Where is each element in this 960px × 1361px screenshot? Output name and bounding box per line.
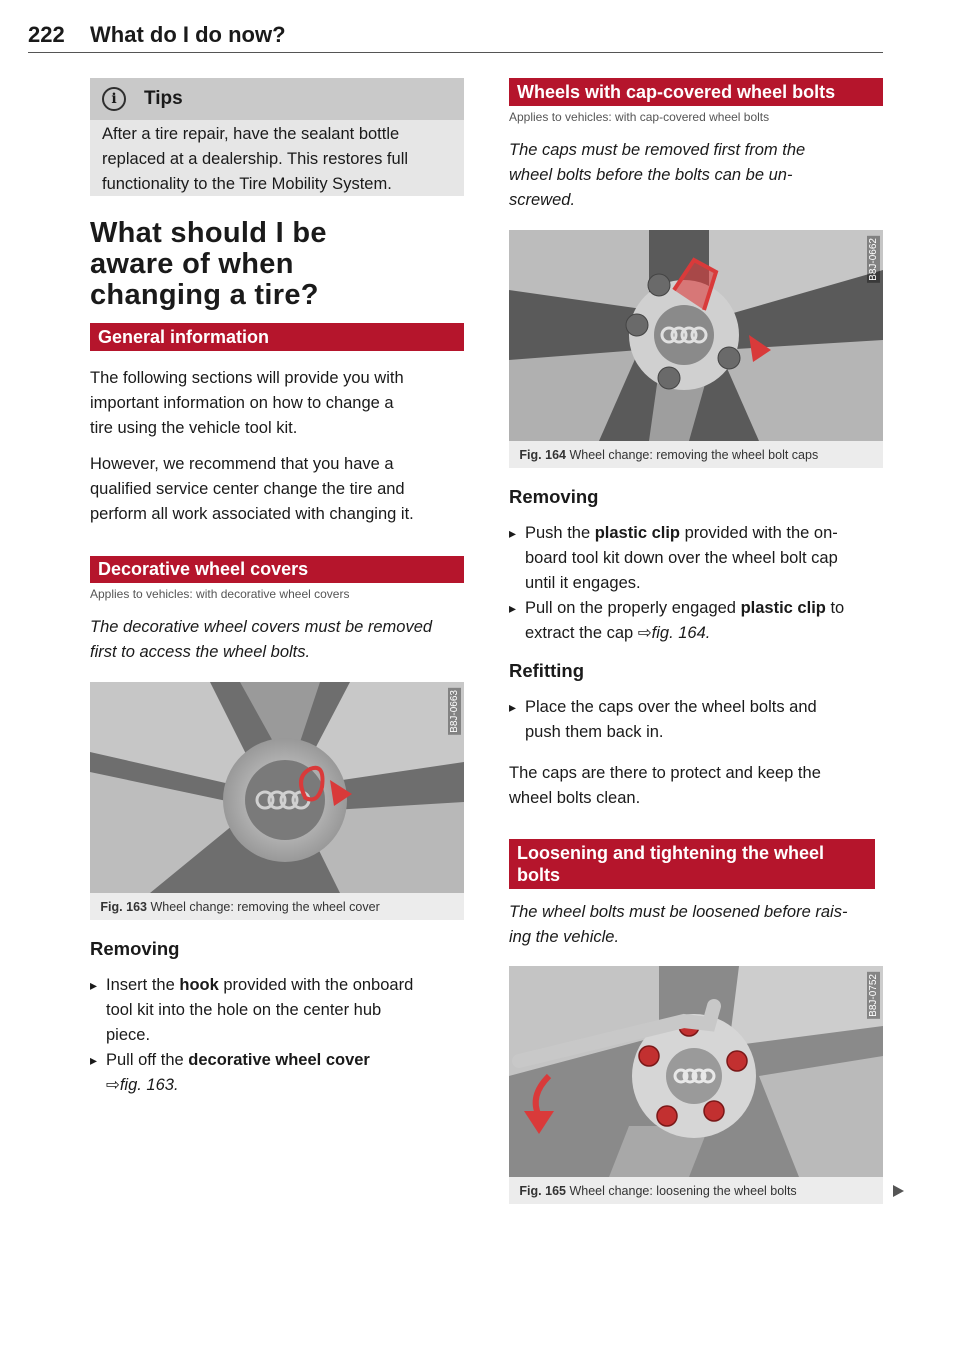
step-text: Insert the [106, 976, 180, 994]
general-info-heading: General information [90, 323, 464, 351]
heading-line: aware of when [90, 248, 294, 280]
figure-code: B8J-0752 [868, 974, 879, 1017]
figure-label: Fig. 165 [519, 1184, 566, 1198]
figure-label: Fig. 163 [100, 900, 147, 914]
figure-reference-link[interactable]: ⇨fig. 164. [637, 624, 711, 642]
heading-line: changing a tire? [90, 279, 319, 311]
tips-header [90, 78, 464, 120]
page-header [28, 22, 883, 53]
step-item [509, 596, 889, 646]
figure-caption-text: Wheel change: loosening the wheel bolts [569, 1184, 797, 1198]
caps-intro [509, 138, 889, 213]
tips-text [90, 120, 464, 197]
tips-box [90, 78, 464, 196]
step-text: to [825, 599, 845, 617]
text-line: However, we recommend that you have a [90, 455, 394, 473]
text-line: important information on how to change a [90, 394, 394, 412]
figure-164-image [509, 230, 883, 441]
step-item [90, 973, 470, 1048]
heading-line: Loosening and tightening the wheel [517, 843, 824, 863]
step-text: piece. [106, 1026, 151, 1044]
main-heading [90, 218, 470, 311]
figure-code: B8J-0663 [449, 690, 460, 733]
caps-removing-steps [509, 521, 889, 646]
caps-removing-heading: Removing [509, 486, 599, 507]
tips-line: functionality to the Tire Mobility System. [102, 175, 392, 193]
covers-heading: Decorative wheel covers [90, 556, 464, 583]
section-title: What do I do now? [90, 22, 286, 47]
step-text: Push the [525, 524, 595, 542]
step-text: board tool kit down over the wheel bolt cap [525, 549, 838, 567]
step-text: Place the caps over the wheel bolts and [525, 698, 817, 716]
page-number: 222 [28, 22, 65, 47]
continue-arrow-icon [893, 1185, 904, 1197]
caps-refitting-heading: Refitting [509, 660, 585, 681]
step-text: push them back in. [525, 723, 664, 741]
step-text: Pull off the [106, 1051, 189, 1069]
step-term: plastic clip [594, 524, 680, 542]
figure-163-image [90, 682, 464, 893]
text-line: screwed. [509, 191, 576, 209]
step-text: tool kit into the hole on the center hub [106, 1001, 382, 1019]
figure-163-caption [90, 893, 464, 920]
text-line: The wheel bolts must be loosened before rais- [509, 903, 848, 921]
wheel-bolt-caps-illustration [509, 230, 883, 441]
general-para-1 [90, 366, 470, 441]
figure-165-caption [509, 1177, 883, 1204]
tips-line: After a tire repair, have the sealant bottle [102, 125, 400, 143]
caps-refitting-steps [509, 695, 889, 745]
covers-intro [90, 615, 470, 665]
text-line: qualified service center change the tire and [90, 480, 405, 498]
figure-165-image [509, 966, 883, 1177]
text-line: The following sections will provide you with [90, 369, 404, 387]
step-text: extract the cap [525, 624, 638, 642]
covers-removing-heading: Removing [90, 938, 180, 959]
step-term: plastic clip [740, 599, 826, 617]
caps-heading: Wheels with cap-covered wheel bolts [509, 78, 883, 106]
info-icon: i [102, 87, 126, 111]
wheel-cover-illustration [90, 682, 464, 893]
figure-label: Fig. 164 [519, 448, 566, 462]
tips-line: replaced at a dealership. This restores full [102, 150, 409, 168]
text-line: perform all work associated with changing it. [90, 505, 414, 523]
text-line: The decorative wheel covers must be removed [90, 618, 433, 636]
step-term: hook [179, 976, 219, 994]
text-line: wheel bolts before the bolts can be un- [509, 166, 793, 184]
tips-title: Tips [144, 88, 183, 109]
caps-para [509, 761, 889, 811]
step-item [90, 1048, 470, 1098]
figure-code: B8J-0662 [868, 238, 879, 281]
text-line: wheel bolts clean. [509, 789, 641, 807]
covers-steps [90, 973, 470, 1098]
step-text: provided with the onboard [218, 976, 414, 994]
text-line: The caps must be removed first from the [509, 141, 806, 159]
text-line: tire using the vehicle tool kit. [90, 419, 298, 437]
step-term: decorative wheel cover [188, 1051, 370, 1069]
figure-caption-text: Wheel change: removing the wheel cover [150, 900, 380, 914]
heading-line: bolts [517, 865, 560, 885]
loosen-intro [509, 900, 889, 950]
step-text: until it engages. [525, 574, 641, 592]
wheel-bolts-wrench-illustration [509, 966, 883, 1177]
step-text: Pull on the properly engaged [525, 599, 741, 617]
figure-reference-link[interactable]: ⇨fig. 163. [106, 1076, 179, 1094]
caps-applies: Applies to vehicles: with cap-covered wheel bolts [509, 110, 770, 124]
heading-line: What should I be [90, 217, 327, 249]
text-line: first to access the wheel bolts. [90, 643, 311, 661]
step-item [509, 695, 889, 745]
general-para-2 [90, 452, 470, 527]
text-line: The caps are there to protect and keep the [509, 764, 821, 782]
figure-164-caption [509, 441, 883, 468]
covers-applies: Applies to vehicles: with decorative wheel covers [90, 587, 350, 601]
figure-caption-text: Wheel change: removing the wheel bolt caps [569, 448, 819, 462]
loosen-heading [509, 839, 875, 889]
text-line: ing the vehicle. [509, 928, 620, 946]
step-item [509, 521, 889, 596]
step-text: provided with the on- [680, 524, 838, 542]
